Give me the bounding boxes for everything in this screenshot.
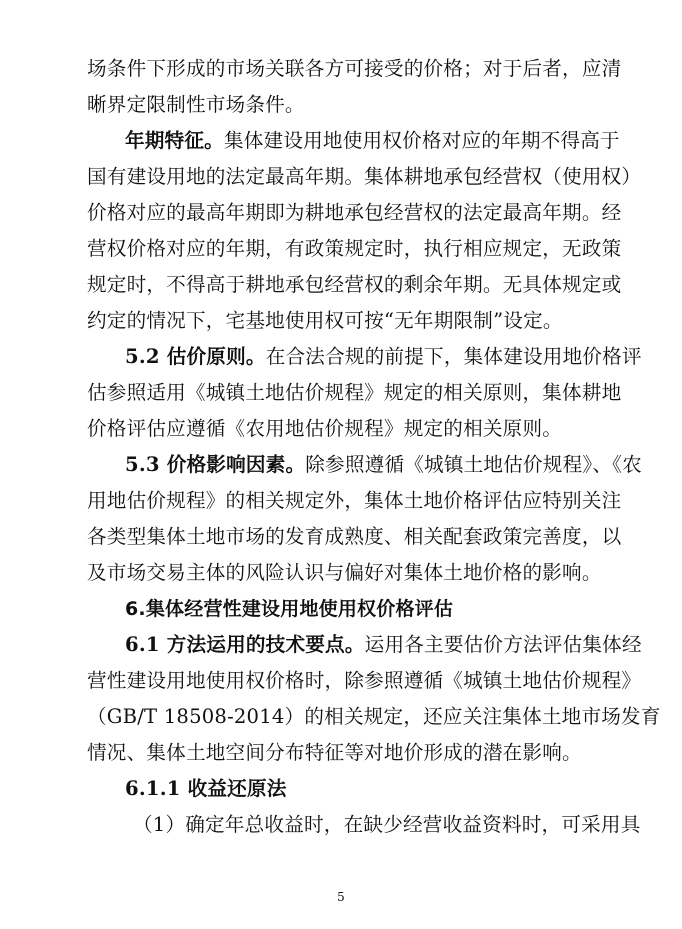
text-line: 价格对应的最高年期即为耕地承包经营权的法定最高年期。经 xyxy=(87,201,622,224)
text-line: 晰界定限制性市场条件。 xyxy=(87,93,305,116)
text-line: 情况、集体土地空间分布特征等对地价形成的潜在影响。 xyxy=(87,741,582,764)
paragraph-term-period xyxy=(125,128,620,154)
text-line: 估参照适用《城镇土地估价规程》规定的相关原则，集体耕地 xyxy=(87,381,622,404)
text-line: 及市场交易主体的风险认识与偏好对集体土地价格的影响。 xyxy=(87,561,602,584)
paragraph-5-3 xyxy=(125,452,642,478)
text-line: 规定时，不得高于耕地承包经营权的剩余年期。无具体规定或 xyxy=(87,273,622,296)
section-label: 5.2 估价原则。 xyxy=(125,345,266,368)
text-line: （1）确定年总收益时，在缺少经营收益资料时，可采用具 xyxy=(133,813,641,836)
text-line: 营权价格对应的年期，有政策规定时，执行相应规定，无政策 xyxy=(87,237,622,260)
text-line: 国有建设用地的法定最高年期。集体耕地承包经营权（使用权） xyxy=(87,165,642,188)
text-line: 用地估价规程》的相关规定外，集体土地价格评估应特别关注 xyxy=(87,489,622,512)
text-line: 营性建设用地使用权价格时，除参照遵循《城镇土地估价规程》 xyxy=(87,669,642,692)
text-line: 价格评估应遵循《农用地估价规程》规定的相关原则。 xyxy=(87,417,563,440)
text-line: 场条件下形成的市场关联各方可接受的价格；对于后者，应清 xyxy=(87,57,622,80)
text-line: 约定的情况下，宅基地使用权可按“无年期限制”设定。 xyxy=(87,309,563,332)
paragraph-6-1 xyxy=(125,632,642,658)
text-span: 运用各主要估价方法评估集体经 xyxy=(364,633,642,656)
text-span: 除参照遵循《城镇土地估价规程》、《农 xyxy=(305,453,642,476)
text-line: （GB/T 18508-2014）的相关规定，还应关注集体土地市场发育 xyxy=(87,705,661,728)
section-label: 6.1 方法运用的技术要点。 xyxy=(125,633,365,656)
text-span: 集体建设用地使用权价格对应的年期不得高于 xyxy=(223,129,620,152)
paragraph-5-2 xyxy=(125,344,642,370)
section-label: 5.3 价格影响因素。 xyxy=(125,453,306,476)
page-number: 5 xyxy=(337,890,345,904)
term-label: 年期特征。 xyxy=(125,129,224,152)
section-heading-6: 6.集体经营性建设用地使用权价格评估 xyxy=(125,598,454,620)
text-line: 各类型集体土地市场的发育成熟度、相关配套政策完善度，以 xyxy=(87,525,622,548)
text-span: 在合法合规的前提下，集体建设用地价格评 xyxy=(265,345,642,368)
subsection-heading-6-1-1: 6.1.1 收益还原法 xyxy=(125,777,287,800)
